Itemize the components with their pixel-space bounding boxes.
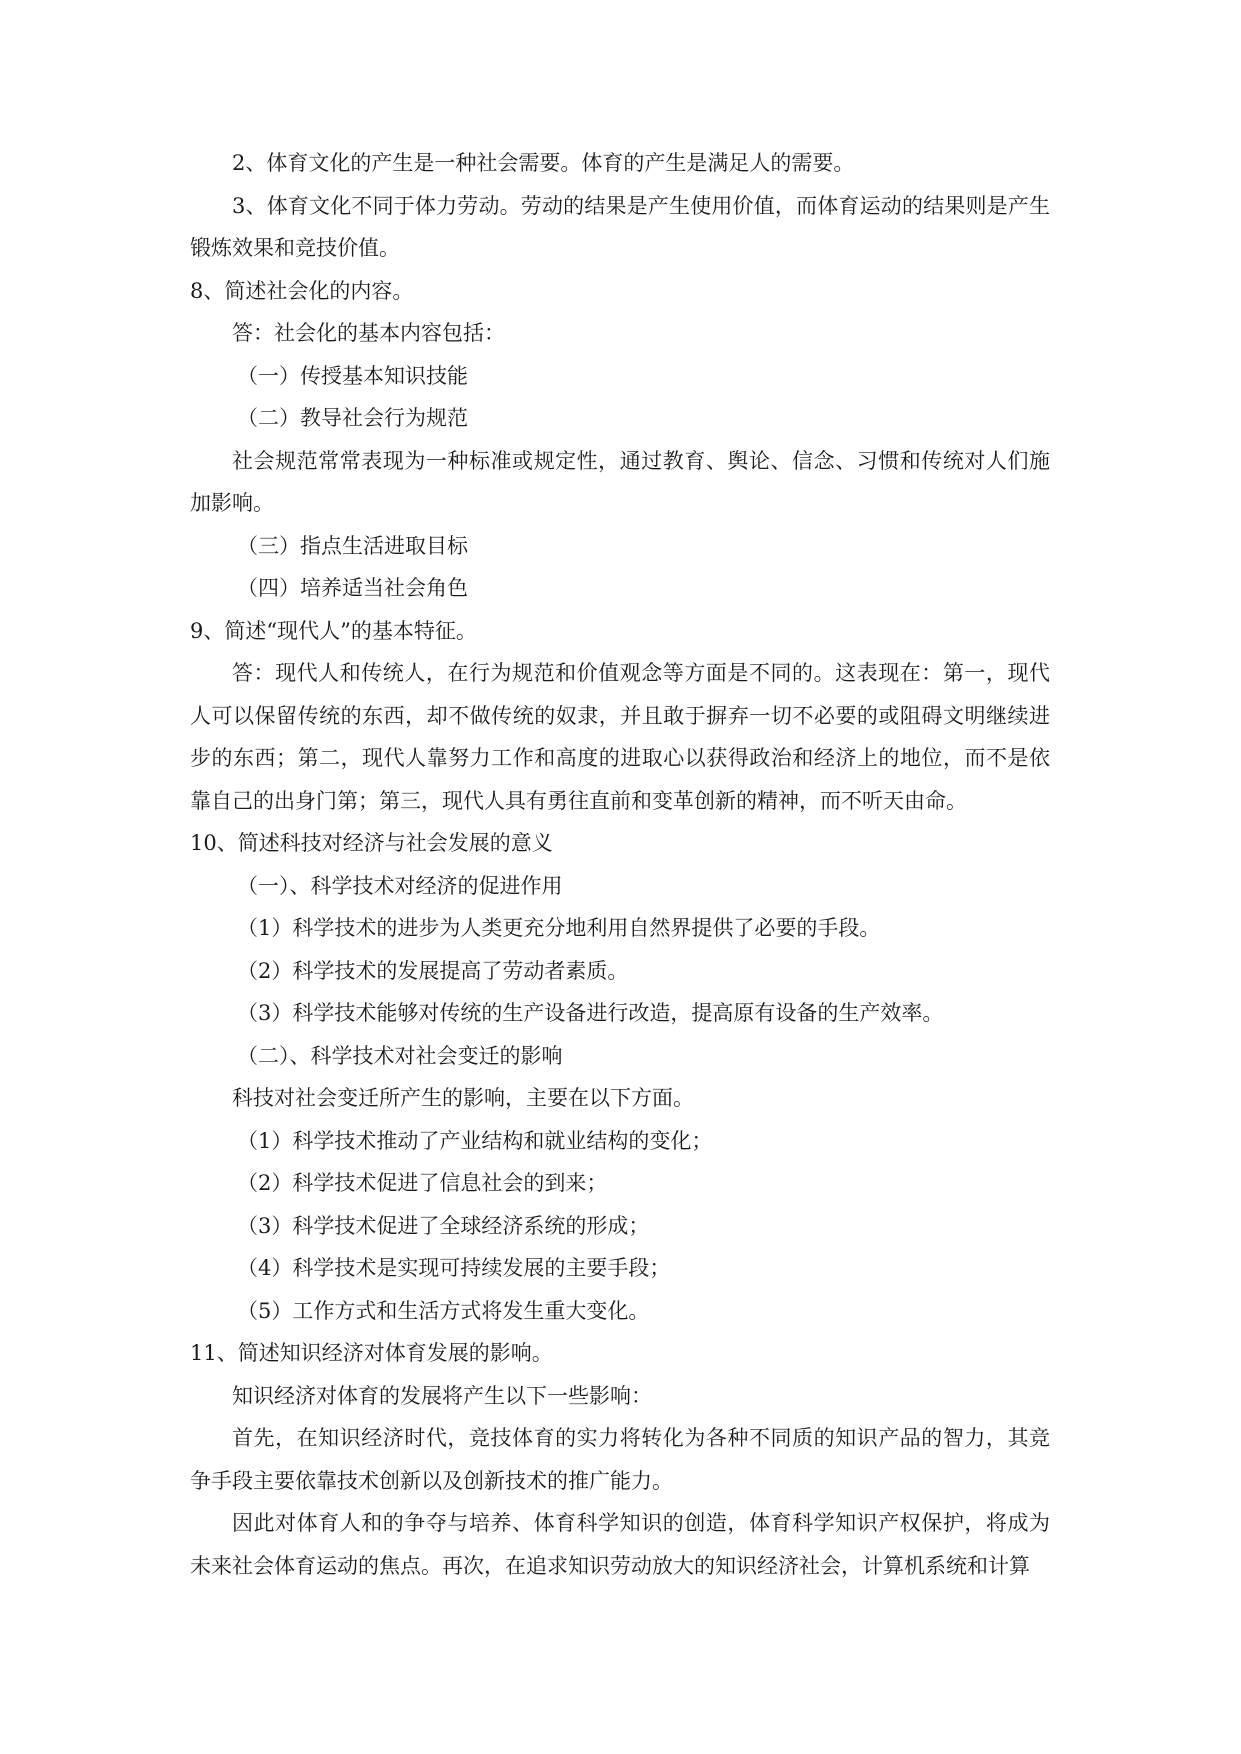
list-item: （3）科学技术促进了全球经济系统的形成； — [237, 1213, 650, 1238]
paragraph: 2、体育文化的产生是一种社会需要。体育的产生是满足人的需要。 — [232, 151, 855, 175]
paragraph: 知识经济对体育的发展将产生以下一些影响： — [232, 1383, 652, 1408]
list-item: （四）培养适当社会角色 — [237, 576, 468, 600]
question-heading: 8、简述社会化的内容。 — [190, 278, 414, 303]
section-heading: （一）、科学技术对经济的促进作用 — [237, 873, 563, 898]
list-item: （3）科学技术能够对传统的生产设备进行改造，提高原有设备的生产效率。 — [237, 1001, 944, 1025]
question-heading: 9、简述“现代人”的基本特征。 — [190, 618, 477, 643]
list-item: （三）指点生活进取目标 — [237, 533, 468, 558]
list-item: （二）教导社会行为规范 — [237, 406, 468, 430]
question-heading: 11、简述知识经济对体育发展的影响。 — [190, 1341, 553, 1365]
list-item: （2）科学技术的发展提高了劳动者素质。 — [237, 958, 629, 983]
paragraph: 首先，在知识经济时代，竞技体育的实力将转化为各种不同质的知识产品的智力，其竞争手段主要依靠技术创新以及创新技术的推广能力。 — [190, 1426, 1050, 1493]
list-item: （5）工作方式和生活方式将发生重大变化。 — [237, 1298, 650, 1323]
list-item: （1）科学技术的进步为人类更充分地利用自然界提供了必要的手段。 — [237, 916, 881, 940]
list-item: （4）科学技术是实现可持续发展的主要手段； — [237, 1256, 671, 1280]
document-body — [190, 142, 1050, 1587]
list-item: （一）传授基本知识技能 — [237, 363, 468, 388]
paragraph: 因此对体育人和的争夺与培养、体育科学知识的创造，体育科学知识产权保护，将成为未来社会体育运动的焦点。再次，在追求知识劳动放大的知识经济社会，计算机系统和计算 — [190, 1511, 1050, 1578]
section-heading: （二）、科学技术对社会变迁的影响 — [237, 1043, 563, 1068]
paragraph: 社会规范常常表现为一种标准或规定性，通过教育、舆论、信念、习惯和传统对人们施加影响。 — [190, 448, 1050, 515]
paragraph: 科技对社会变迁所产生的影响，主要在以下方面。 — [232, 1086, 694, 1110]
answer-paragraph: 答：现代人和传统人，在行为规范和价值观念等方面是不同的。这表现在：第一，现代人可以保留传统的东西，却不做传统的奴隶，并且敢于摒弃一切不必要的或阻碍文明继续进步的东西；第二，现代人靠努力工作和高度的进取心以获得政治和经济上的地位，而不是依靠自己的出身门第；第三，现代人具有勇往直前和变革创新的精神，而不听天由命。 — [190, 661, 1050, 813]
list-item: （2）科学技术促进了信息社会的到来； — [237, 1171, 608, 1195]
question-heading: 10、简述科技对经济与社会发展的意义 — [190, 831, 553, 855]
answer-intro: 答：社会化的基本内容包括： — [232, 321, 505, 345]
paragraph: 3、体育文化不同于体力劳动。劳动的结果是产生使用价值，而体育运动的结果则是产生锻炼效果和竞技价值。 — [190, 193, 1050, 260]
list-item: （1）科学技术推动了产业结构和就业结构的变化； — [237, 1128, 713, 1153]
